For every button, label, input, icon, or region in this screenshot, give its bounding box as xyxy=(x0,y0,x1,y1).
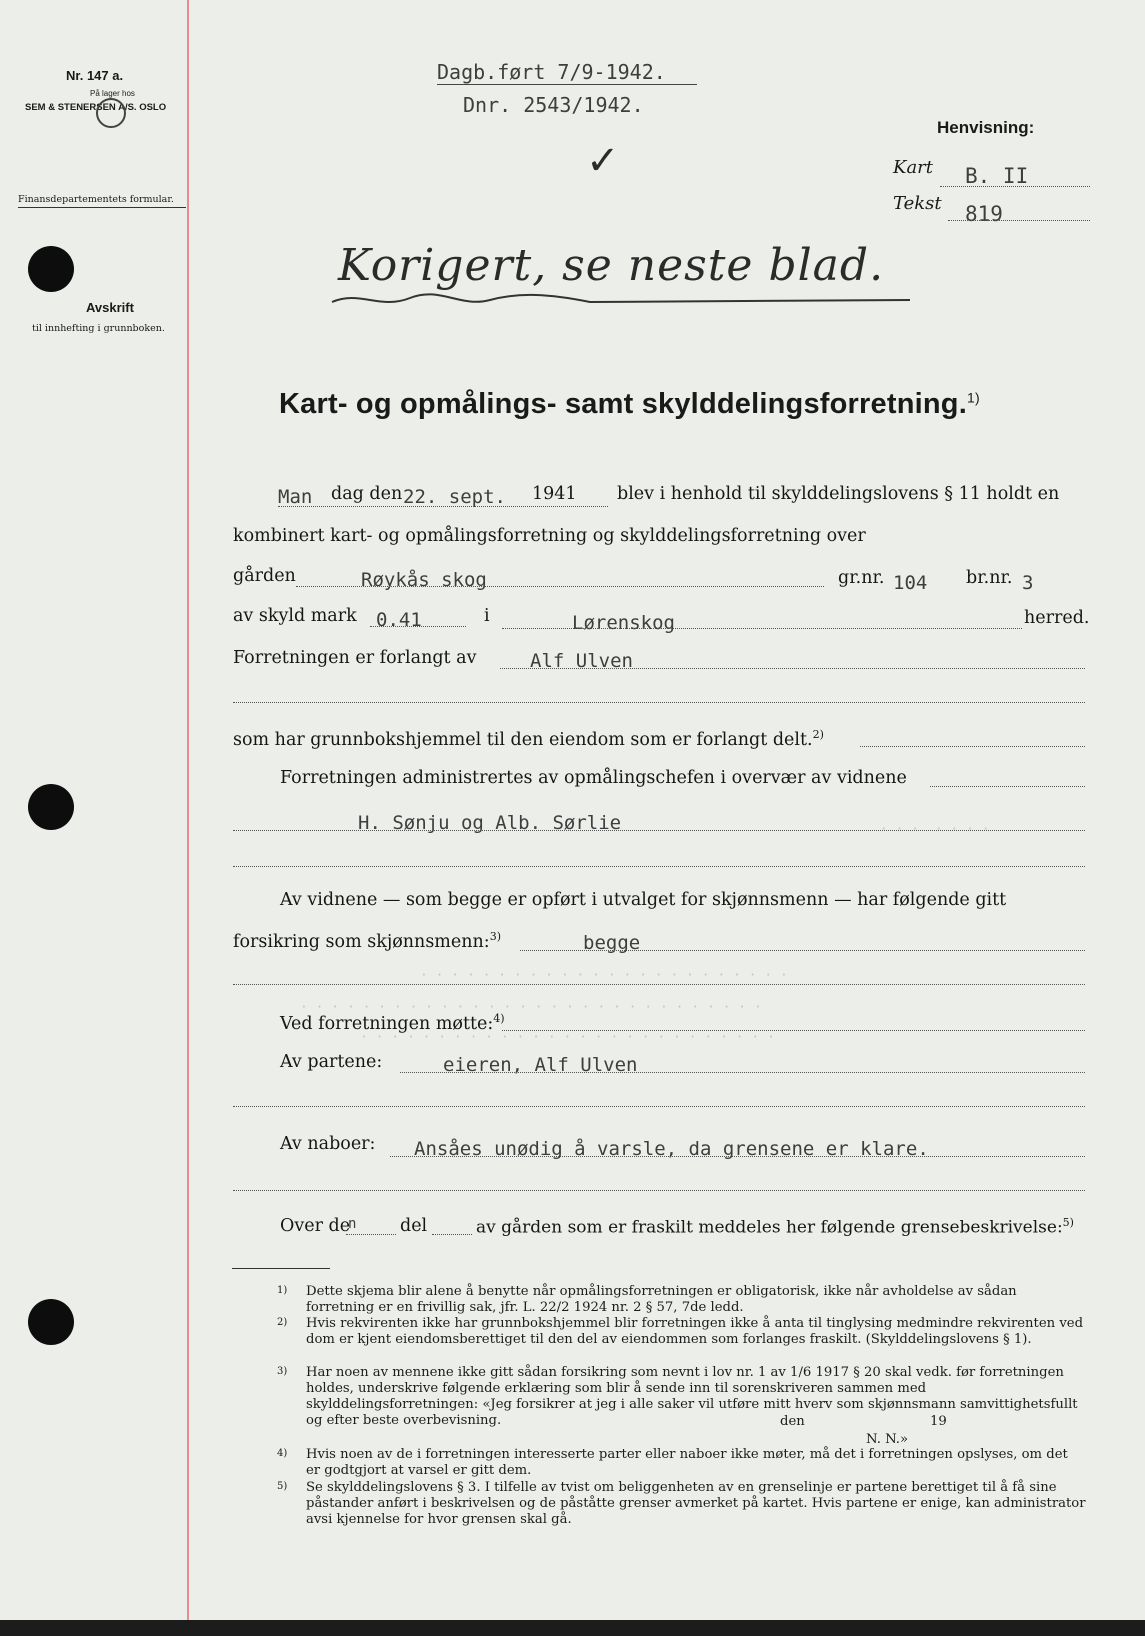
footnote-5-number: 5) xyxy=(277,1481,288,1492)
requested-value: Alf Ulven xyxy=(530,650,633,672)
show-through-text: · · · · · · · · · · · · · · · · · · · · · · · · · · · · · · xyxy=(300,1000,762,1015)
over-dots xyxy=(346,1234,396,1235)
tekst-label: Tekst xyxy=(893,193,942,214)
footnote-1-number: 1) xyxy=(277,1285,288,1296)
neighbours-label: Av naboer: xyxy=(280,1134,376,1154)
journal-underline xyxy=(437,84,697,85)
brnr-value: 3 xyxy=(1022,572,1034,594)
skyld-dots xyxy=(370,626,466,627)
check-mark-icon: ✓ xyxy=(586,138,621,184)
footnote-3-signature: N. N.» xyxy=(866,1432,909,1447)
year-printed: 1941 xyxy=(532,484,577,504)
line2-text: kombinert kart- og opmålingsforretning og skylddelingsforretning over xyxy=(233,526,866,546)
brnr-label: br.nr. xyxy=(966,568,1013,588)
sold-at-label: På lager hos xyxy=(90,89,135,98)
over-label: Over de xyxy=(280,1216,351,1236)
punch-hole xyxy=(28,1299,74,1345)
footnote-rule xyxy=(232,1268,330,1269)
witness-line2-text: forsikring som skjønnsmenn: xyxy=(233,931,490,952)
kart-value: B. II xyxy=(965,164,1029,188)
admin-dots xyxy=(930,786,1085,787)
attended-text: Ved forretningen møtte: xyxy=(280,1013,494,1034)
witness-line2 xyxy=(233,930,501,952)
day-typed: Man xyxy=(278,486,313,508)
attended-label xyxy=(280,1012,505,1034)
footnote-3-year: 19 xyxy=(930,1414,947,1429)
farm-label: gården xyxy=(233,566,296,586)
parties-label: Av partene: xyxy=(280,1052,383,1072)
witness-dots xyxy=(520,950,1085,951)
hjemmel-dots xyxy=(860,746,1085,747)
over-value: n xyxy=(348,1216,357,1232)
punch-hole xyxy=(28,246,74,292)
boundary-text: av gården som er fraskilt meddeles her følgende grensebeskrivelse: xyxy=(476,1217,1063,1238)
publisher-seal-icon xyxy=(96,98,126,128)
hjemmel-note: 2) xyxy=(812,728,824,741)
requested-label: Forretningen er forlangt av xyxy=(233,648,477,668)
title-note: 1) xyxy=(966,389,980,406)
date-dots xyxy=(278,506,608,507)
footnote-2-number: 2) xyxy=(277,1317,288,1328)
form-owner-underline xyxy=(18,207,186,208)
handwritten-note: Korigert, se neste blad. xyxy=(338,240,885,291)
herred-label: herred. xyxy=(1024,608,1090,628)
show-through-text: · · · · · · · · · · · · · · · · · · · · · · · · xyxy=(420,968,788,983)
neighbours-dots xyxy=(390,1156,1085,1157)
hjemmel-text: som har grunnbokshjemmel til den eiendom som er forlangt delt. xyxy=(233,729,813,750)
parties-dots xyxy=(400,1072,1085,1073)
boundary-note: 5) xyxy=(1062,1216,1074,1229)
i-label: i xyxy=(484,606,490,626)
footnote-3-den: den xyxy=(780,1414,805,1429)
requested-dots-2 xyxy=(233,702,1085,703)
boundary-line xyxy=(476,1216,1074,1238)
line1-text: blev i henhold til skylddelingslovens § 11 holdt en xyxy=(617,484,1060,504)
municipality-dots xyxy=(502,628,1022,629)
footnote-4: Hvis noen av de i forretningen interesserte parter eller naboer ikke møter, må det i forretningen opslyses, om det er godtgjort at varsel er gitt dem. xyxy=(306,1447,1068,1478)
document-title xyxy=(279,388,980,421)
parties-value: eieren, Alf Ulven xyxy=(443,1054,638,1076)
tekst-value: 819 xyxy=(965,202,1003,226)
title-text: Kart- og opmålings- samt skylddelingsforretning. xyxy=(279,388,967,420)
admin-line: Forretningen administrertes av opmålingschefen i overvær av vidnene xyxy=(280,768,907,788)
footnote-1: Dette skjema blir alene å benytte når opmålingsforretningen er obligatorisk, ikke når avholdelse av sådan forretning er en frivillig sak, jfr. L. 22/2 1924 nr. 2 § 57, 7de ledd. xyxy=(306,1284,1017,1315)
witness-dots-2 xyxy=(233,984,1085,985)
handwritten-underline xyxy=(330,286,920,316)
footnote-3-number: 3) xyxy=(277,1366,288,1377)
skyld-value: 0.41 xyxy=(376,609,422,631)
grnr-label: gr.nr. xyxy=(838,568,885,588)
margin-line xyxy=(187,0,189,1620)
farm-value: Røykås skog xyxy=(361,569,487,591)
neighbours-value: Ansåes unødig å varsle, da grensene er klare. xyxy=(414,1138,929,1160)
attended-note: 4) xyxy=(493,1012,505,1025)
witnesses-dots-2 xyxy=(233,866,1085,867)
footnote-3: Har noen av mennene ikke gitt sådan forsikring som nevnt i lov nr. 1 av 1/6 1917 § 20 skal vedk. før forretningen holdes, underskrive følgende erklæring som blir å sende inn til sorenskriveren sammen med skylddelingsforretningen: «Jeg forsikrer at jeg i alle saker vil utføre mitt hverv som skjønnsmann samvittighetsfullt og efter beste overbevisning. xyxy=(306,1365,1078,1428)
witnesses-value: H. Sønju og Alb. Sørlie xyxy=(358,812,622,834)
neighbours-dots-2 xyxy=(233,1190,1085,1191)
show-through-text: · · · · · · · xyxy=(880,822,990,837)
date-typed: 22. sept. xyxy=(403,486,506,508)
footnote-4-number: 4) xyxy=(277,1448,288,1459)
del-label: del xyxy=(400,1216,428,1236)
farm-dots xyxy=(296,586,824,587)
day-printed: dag den xyxy=(331,484,403,504)
kart-label: Kart xyxy=(893,157,934,178)
footnote-2: Hvis rekvirenten ikke har grunnbokshjemmel blir forretningen ikke å anta til tinglysing medmindre rekvirenten ved dom er kjent eiendomsberettiget til den del av eiendommen som forlanges fraskilt. (Skylddelingslovens § 1). xyxy=(306,1316,1084,1347)
form-number: Nr. 147 a. xyxy=(66,68,124,83)
municipality-value: Lørenskog xyxy=(572,612,675,634)
witness-line1: Av vidnene — som begge er opført i utvalget for skjønnsmenn — har følgende gitt xyxy=(280,890,1007,910)
show-through-text: · · · · · · · · · · · · · · · · · · · · · · · · · · · xyxy=(360,1030,775,1045)
punch-hole xyxy=(28,784,74,830)
parties-dots-2 xyxy=(233,1106,1085,1107)
hjemmel-line xyxy=(233,728,824,750)
del-dots xyxy=(432,1234,472,1235)
tekst-dots xyxy=(948,220,1090,221)
copy-label: Avskrift xyxy=(86,300,134,315)
witness-note: 3) xyxy=(489,930,501,943)
grnr-value: 104 xyxy=(893,572,928,594)
dnr-line: Dnr. 2543/1942. xyxy=(463,93,644,117)
reference-label: Henvisning: xyxy=(937,118,1035,137)
publisher-name: SEM & STENERSEN A/S. OSLO xyxy=(25,102,167,113)
witnesses-dots xyxy=(233,830,1085,831)
requested-dots xyxy=(500,668,1085,669)
form-owner: Finansdepartementets formular. xyxy=(18,194,174,205)
witness-value: begge xyxy=(583,932,641,954)
footnote-5: Se skylddelingslovens § 3. I tilfelle av tvist om beliggenheten av en grenselinje er partene berettiget til å få sine påstander anført i beskrivelsen og de påståtte grenser avmerket på kartet. Hvis partene er enige, kan administrator avsi kjennelse for hvor grensen skal gå. xyxy=(306,1480,1086,1527)
attended-dots xyxy=(502,1030,1085,1031)
kart-dots xyxy=(940,186,1090,187)
skyld-label: av skyld mark xyxy=(233,606,357,626)
journal-line: Dagb.ført 7/9-1942. xyxy=(437,60,666,84)
copy-note: til innhefting i grunnboken. xyxy=(32,323,165,334)
